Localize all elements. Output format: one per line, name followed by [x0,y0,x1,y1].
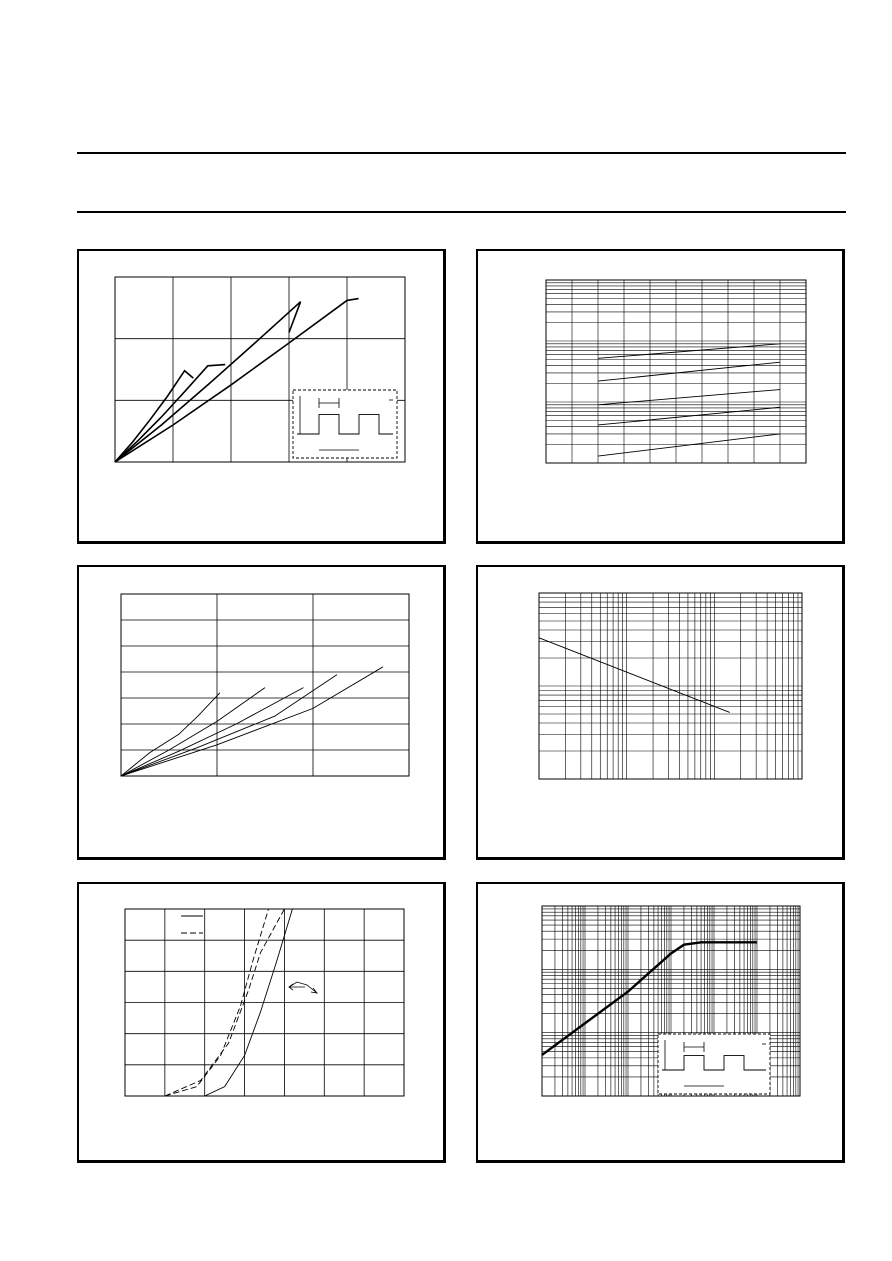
figure-panel-2 [476,249,845,544]
series-1-line [598,344,780,359]
annotation-arrow [289,982,317,993]
pulse-inset [658,1034,770,1094]
plot-frame [121,594,409,776]
series-1-line [121,693,220,776]
series-3-line [115,302,301,462]
figure-panel-1 [77,249,446,544]
chart-5 [79,884,448,1165]
chart-2 [478,251,847,546]
header-rule-top [77,152,846,154]
chart-4 [478,567,847,862]
header-rule-bottom [77,211,846,213]
series-1-line [539,638,730,713]
series-4-line [598,407,780,425]
figure-panel-5 [77,882,446,1163]
chart-3 [79,567,448,862]
pulse-inset [293,390,397,458]
annotation-arrow [289,984,305,990]
series-1-line [115,371,193,462]
chart-1 [79,251,448,546]
figure-panel-4 [476,565,845,860]
series-2-line [115,365,225,462]
series-2-line [121,688,265,776]
series-3-line [598,390,780,405]
chart-6 [478,884,847,1165]
series-4-line [121,675,337,776]
series-5-line [598,434,780,456]
figure-panel-3 [77,565,446,860]
figure-panel-6 [476,882,845,1163]
